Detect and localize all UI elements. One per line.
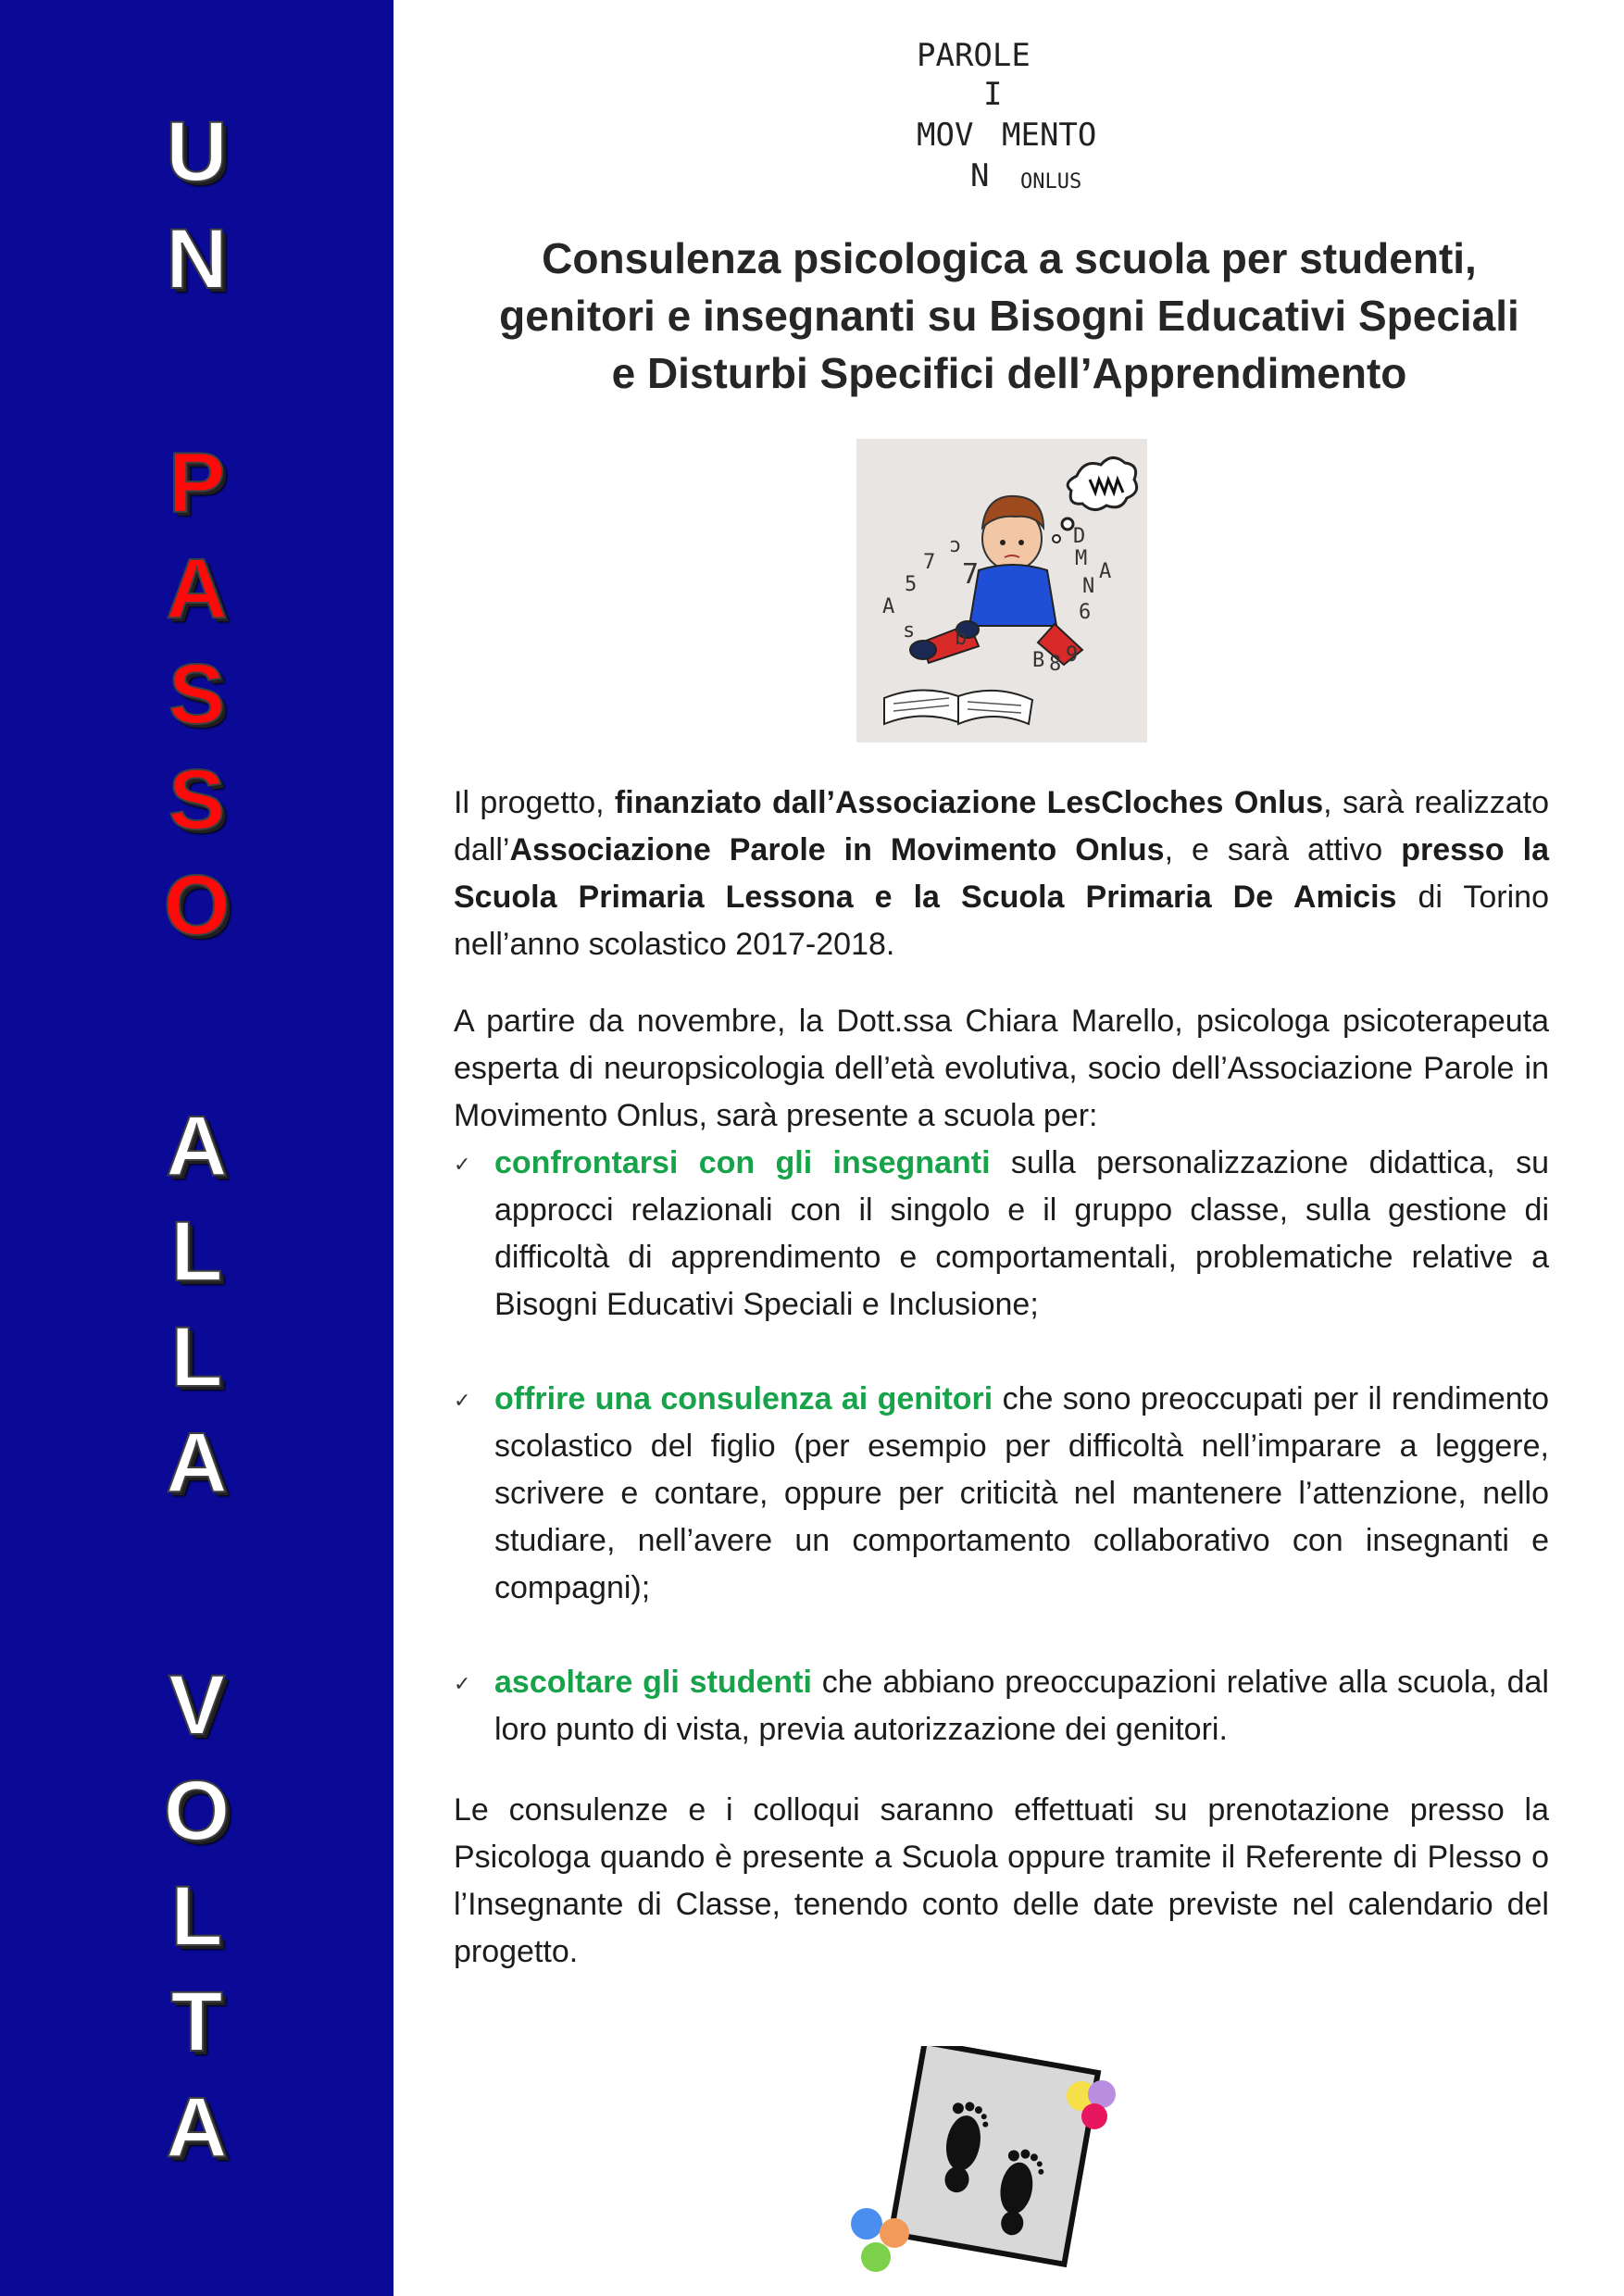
activities-list — [454, 1140, 1549, 1753]
sidebar-banner — [0, 0, 394, 2296]
sidebar-letter: L — [170, 1869, 223, 1964]
checkmark-icon: ✓ — [454, 1389, 471, 1412]
sidebar-letter: N — [166, 212, 228, 306]
sidebar-letter: U — [166, 105, 228, 199]
text-span: Il progetto, — [454, 785, 615, 820]
logo-line: N — [970, 157, 990, 194]
svg-text:A: A — [882, 595, 895, 618]
closing-paragraph: Le consulenze e i colloqui saranno effettuati su prenotazione presso la Psicologa quando è presente a Scuola oppure tramite il Referente di Plesso o l’Insegnante di Classe, tenendo conto delle date previste nel calendario del progetto. — [454, 1792, 1549, 1969]
intro-paragraph — [454, 780, 1549, 968]
sidebar-letter: A — [166, 1416, 228, 1510]
svg-text:N: N — [1082, 575, 1095, 598]
logo-line: I — [983, 76, 1003, 113]
sidebar-letter: S — [168, 753, 226, 847]
schools-name: presso la Scuola Primaria Lessona e la Scuola Primaria De Amicis — [454, 832, 1549, 915]
checkmark-icon: ✓ — [454, 1153, 471, 1176]
svg-text:D: D — [1073, 525, 1086, 548]
logo-line: MENTO — [1002, 117, 1097, 154]
sidebar-letter: A — [166, 2080, 228, 2175]
orange-dot-icon — [880, 2218, 909, 2248]
page-title — [435, 230, 1583, 402]
bullet-text: sulla personalizzazione didattica, su approcci relazionali con il singolo e il gruppo classe, sulla gestione di difficoltà di apprendimento e comportamentali, problematiche relative a Bisogni Educativi Speciali e Inclusione; — [494, 1145, 1549, 1322]
text-span: di Torino nell’anno scolastico 2017-2018. — [454, 880, 1549, 962]
psychologist-paragraph: A partire da novembre, la Dott.ssa Chiara Marello, psicologa psicoterapeuta esperta di neuropsicologia dell’età evolutiva, socio dell’Associazione Parole in Movimento Onlus, sarà presente a scuola per: — [454, 1004, 1549, 1133]
svg-text:A: A — [1099, 560, 1112, 583]
text-span: , e sarà attivo — [1164, 832, 1402, 867]
text-span: , sarà realizzato dall’ — [454, 785, 1549, 867]
svg-text:b: b — [955, 627, 968, 650]
title-line: genitori e insegnanti su Bisogni Educativi Speciali — [499, 292, 1519, 340]
logo-line: MOV — [917, 117, 974, 154]
list-item — [454, 1376, 1549, 1612]
list-item — [454, 1140, 1549, 1329]
bullet-highlight: offrire una consulenza ai genitori — [494, 1381, 993, 1416]
bullet-highlight: confrontarsi con gli insegnanti — [494, 1145, 991, 1180]
sidebar-letter: L — [170, 1310, 223, 1404]
svg-text:M: M — [1075, 547, 1088, 570]
svg-text:7: 7 — [923, 551, 936, 574]
title-line: Consulenza psicologica a scuola per studenti, — [542, 234, 1477, 282]
svg-text:s: s — [903, 619, 916, 643]
main-content — [454, 780, 1549, 1976]
list-item — [454, 1659, 1549, 1753]
sidebar-letter: L — [170, 1204, 223, 1299]
logo-line: PAROLE — [917, 37, 1031, 74]
sidebar-letter: O — [163, 1764, 231, 1858]
logo-onlus: ONLUS — [1020, 170, 1082, 193]
bullet-text: che sono preoccupati per il rendimento scolastico del figlio (per esempio per difficoltà nell’imparare a leggere, scrivere e contare, oppure per criticità nel mantenere l’attenzione, nello studiare, nell’avere un comportamento collaborativo con insegnanti e compagni); — [494, 1381, 1549, 1605]
footprints-logo — [833, 2046, 1167, 2277]
svg-text:6: 6 — [1079, 601, 1092, 624]
checkmark-icon: ✓ — [454, 1672, 471, 1695]
association-name: Associazione Parole in Movimento Onlus — [509, 832, 1165, 867]
svg-text:7: 7 — [962, 558, 980, 591]
sidebar-letter: V — [168, 1658, 226, 1753]
svg-text:ɔ: ɔ — [949, 534, 962, 557]
title-line: e Disturbi Specifici dell’Apprendimento — [611, 349, 1407, 397]
sidebar-letter: A — [166, 542, 228, 636]
bullet-text: che abbiano preoccupazioni relative alla scuola, dal loro punto di vista, previa autorizzazione dei genitori. — [494, 1665, 1549, 1747]
sponsor-name: finanziato dall’Associazione LesCloches Onlus — [614, 785, 1324, 820]
association-logo — [889, 35, 1130, 202]
sidebar-letter: P — [168, 436, 226, 530]
svg-text:B: B — [1032, 649, 1045, 672]
sidebar-letter: T — [170, 1975, 223, 2069]
blue-dot-icon — [851, 2208, 882, 2240]
sidebar-letter: S — [168, 647, 226, 742]
footprint-card-icon — [891, 2046, 1098, 2265]
green-dot-icon — [861, 2242, 891, 2272]
svg-text:5: 5 — [905, 573, 918, 596]
sidebar-letter: A — [166, 1099, 228, 1193]
pink-dot-icon — [1081, 2103, 1107, 2129]
sidebar-letter: O — [163, 858, 231, 953]
svg-text:9: 9 — [1066, 643, 1079, 667]
bullet-highlight: ascoltare gli studenti — [494, 1665, 812, 1700]
svg-text:8: 8 — [1049, 653, 1062, 676]
child-reading-illustration — [856, 439, 1147, 742]
